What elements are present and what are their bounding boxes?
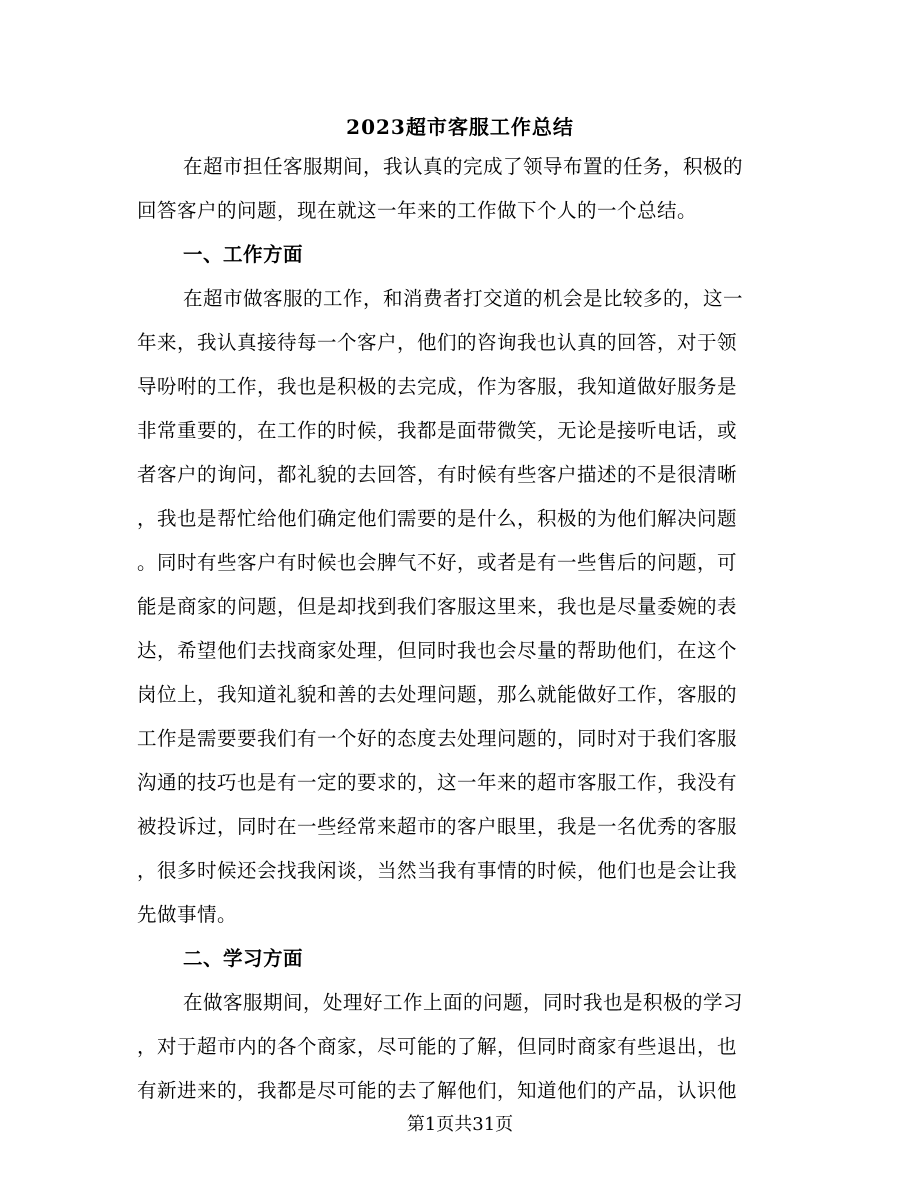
paragraph-line: 先做事情。 bbox=[137, 903, 238, 926]
paragraph-line: 被投诉过，同时在一些经常来超市的客户眼里，我是一名优秀的客服 bbox=[137, 815, 738, 838]
paragraph-line: 者客户的询问，都礼貌的去回答，有时候有些客户描述的不是很清晰 bbox=[137, 463, 738, 486]
paragraph-line: 岗位上，我知道礼貌和善的去处理问题，那么就能做好工作，客服的 bbox=[137, 683, 738, 706]
paragraph-line: 在超市做客服的工作，和消费者打交道的机会是比较多的，这一 bbox=[183, 287, 744, 310]
paragraph-line: ，很多时候还会找我闲谈，当然当我有事情的时候，他们也是会让我 bbox=[137, 859, 738, 882]
paragraph-line: 导吩咐的工作，我也是积极的去完成，作为客服，我知道做好服务是 bbox=[137, 375, 738, 398]
paragraph-line: 回答客户的问题，现在就这一年来的工作做下个人的一个总结。 bbox=[137, 199, 698, 222]
section-heading-work: 一、工作方面 bbox=[183, 243, 304, 266]
section-heading-study: 二、学习方面 bbox=[183, 947, 304, 970]
paragraph-line: 。同时有些客户有时候也会脾气不好，或者是有一些售后的问题，可 bbox=[137, 551, 738, 574]
paragraph-line: 在超市担任客服期间，我认真的完成了领导布置的任务，积极的 bbox=[183, 155, 744, 178]
paragraph-line: 年来，我认真接待每一个客户，他们的咨询我也认真的回答，对于领 bbox=[137, 331, 738, 354]
paragraph-line: ，对于超市内的各个商家，尽可能的了解，但同时商家有些退出，也 bbox=[137, 1035, 738, 1058]
paragraph-line: 有新进来的，我都是尽可能的去了解他们，知道他们的产品，认识他 bbox=[137, 1079, 738, 1102]
paragraph-line: ，我也是帮忙给他们确定他们需要的是什么，积极的为他们解决问题 bbox=[137, 507, 738, 530]
paragraph-line: 非常重要的，在工作的时候，我都是面带微笑，无论是接听电话，或 bbox=[137, 419, 738, 442]
paragraph-line: 在做客服期间，处理好工作上面的问题，同时我也是积极的学习 bbox=[183, 991, 744, 1014]
paragraph-line: 工作是需要要我们有一个好的态度去处理问题的，同时对于我们客服 bbox=[137, 727, 738, 750]
document-title: 2023超市客服工作总结 bbox=[346, 115, 574, 139]
paragraph-line: 沟通的技巧也是有一定的要求的，这一年来的超市客服工作，我没有 bbox=[137, 771, 738, 794]
paragraph-line: 能是商家的问题，但是却找到我们客服这里来，我也是尽量委婉的表 bbox=[137, 595, 738, 618]
paragraph-line: 达，希望他们去找商家处理，但同时我也会尽量的帮助他们，在这个 bbox=[137, 639, 738, 662]
page-number: 第1页共31页 bbox=[406, 1114, 514, 1135]
